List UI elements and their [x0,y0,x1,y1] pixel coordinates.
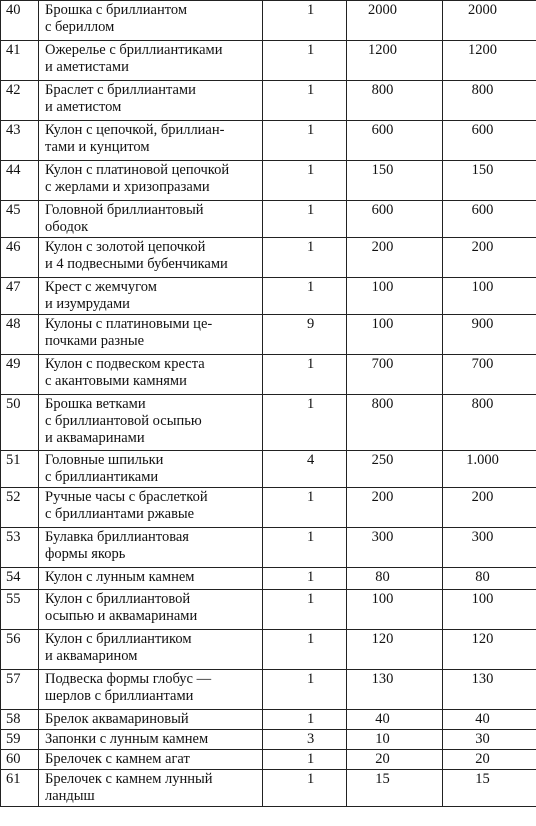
item-price: 2000 [347,1,443,41]
item-price: 250 [347,451,443,488]
item-total: 20 [443,750,536,770]
item-number: 56 [1,630,39,670]
table-row [1,278,536,315]
item-name: Брелочек с камнем агат [39,750,263,770]
item-number: 49 [1,355,39,395]
item-number: 50 [1,395,39,451]
item-total: 120 [443,630,536,670]
item-quantity: 1 [263,201,347,238]
item-total: 40 [443,710,536,730]
item-total: 80 [443,568,536,590]
item-quantity: 1 [263,750,347,770]
item-quantity: 1 [263,488,347,528]
item-total: 100 [443,590,536,630]
item-number: 53 [1,528,39,568]
item-total: 900 [443,315,536,355]
item-number: 60 [1,750,39,770]
item-price: 800 [347,81,443,121]
item-name: Подвеска формы глобус — шерлов с бриллиантами [39,670,263,710]
item-name: Браслет с бриллиантами и аметистом [39,81,263,121]
item-name: Крест с жемчугом и изумрудами [39,278,263,315]
item-name: Кулон с лунным камнем [39,568,263,590]
item-total: 1200 [443,41,536,81]
item-number: 51 [1,451,39,488]
item-price: 150 [347,161,443,201]
item-name: Кулон с подвеском креста с акантовыми камнями [39,355,263,395]
item-quantity: 1 [263,770,347,807]
item-quantity: 1 [263,238,347,278]
item-total: 130 [443,670,536,710]
item-quantity: 1 [263,630,347,670]
item-price: 100 [347,315,443,355]
item-quantity: 1 [263,355,347,395]
item-name: Кулон с бриллиантовой осыпью и аквамаринами [39,590,263,630]
item-name: Кулон с цепочкой, бриллиан- тами и кунцитом [39,121,263,161]
table-row [1,395,536,451]
item-name: Брелочек с камнем лунный ландыш [39,770,263,807]
item-price: 200 [347,488,443,528]
item-total: 30 [443,730,536,750]
table-row [1,161,536,201]
table-row [1,630,536,670]
table-row [1,710,536,730]
item-price: 10 [347,730,443,750]
item-quantity: 1 [263,1,347,41]
item-total: 200 [443,238,536,278]
table-row [1,730,536,750]
item-price: 80 [347,568,443,590]
table-row [1,750,536,770]
item-number: 46 [1,238,39,278]
item-number: 52 [1,488,39,528]
item-quantity: 1 [263,121,347,161]
item-total: 150 [443,161,536,201]
item-name: Ожерелье с бриллиантиками и аметистами [39,41,263,81]
item-price: 800 [347,395,443,451]
item-number: 54 [1,568,39,590]
item-number: 43 [1,121,39,161]
table-row [1,121,536,161]
item-name: Кулон с платиновой цепочкой с жерлами и хризопразами [39,161,263,201]
item-price: 1200 [347,41,443,81]
item-quantity: 4 [263,451,347,488]
item-total: 200 [443,488,536,528]
table-row [1,315,536,355]
item-number: 57 [1,670,39,710]
item-total: 300 [443,528,536,568]
item-price: 20 [347,750,443,770]
item-total: 1.000 [443,451,536,488]
table-row [1,201,536,238]
item-name: Запонки с лунным камнем [39,730,263,750]
item-quantity: 1 [263,81,347,121]
item-total: 600 [443,121,536,161]
item-number: 44 [1,161,39,201]
item-name: Ручные часы с браслеткой с бриллиантами ржавые [39,488,263,528]
item-quantity: 3 [263,730,347,750]
table-row [1,1,536,41]
item-number: 58 [1,710,39,730]
item-name: Брошка с бриллиантом с бериллом [39,1,263,41]
item-name: Головной бриллиантовый ободок [39,201,263,238]
table-row [1,488,536,528]
item-price: 40 [347,710,443,730]
item-number: 47 [1,278,39,315]
item-price: 15 [347,770,443,807]
item-price: 100 [347,278,443,315]
item-name: Головные шпильки с бриллиантиками [39,451,263,488]
item-number: 59 [1,730,39,750]
table-row [1,568,536,590]
item-total: 800 [443,81,536,121]
table-row [1,770,536,807]
item-price: 600 [347,201,443,238]
item-price: 300 [347,528,443,568]
table-row [1,590,536,630]
item-number: 48 [1,315,39,355]
item-price: 600 [347,121,443,161]
item-quantity: 1 [263,41,347,81]
item-price: 130 [347,670,443,710]
item-name: Кулон с золотой цепочкой и 4 подвесными бубенчиками [39,238,263,278]
item-name: Брелок аквамариновый [39,710,263,730]
item-quantity: 1 [263,670,347,710]
item-name: Брошка ветками с бриллиантовой осыпью и аквамаринами [39,395,263,451]
item-number: 61 [1,770,39,807]
table-row [1,451,536,488]
item-number: 45 [1,201,39,238]
item-name: Кулон с бриллиантиком и аквамарином [39,630,263,670]
table-row [1,528,536,568]
item-total: 800 [443,395,536,451]
item-quantity: 1 [263,278,347,315]
item-quantity: 1 [263,568,347,590]
item-price: 100 [347,590,443,630]
table-row [1,670,536,710]
table-row [1,238,536,278]
item-name: Кулоны с платиновыми це- почками разные [39,315,263,355]
item-quantity: 1 [263,528,347,568]
table-row [1,81,536,121]
item-price: 120 [347,630,443,670]
item-quantity: 1 [263,590,347,630]
item-number: 40 [1,1,39,41]
item-total: 100 [443,278,536,315]
item-price: 200 [347,238,443,278]
item-quantity: 1 [263,395,347,451]
inventory-table-body [1,1,536,807]
table-row [1,355,536,395]
item-price: 700 [347,355,443,395]
item-number: 41 [1,41,39,81]
item-number: 42 [1,81,39,121]
table-row [1,41,536,81]
item-total: 600 [443,201,536,238]
item-total: 700 [443,355,536,395]
item-quantity: 1 [263,710,347,730]
item-total: 15 [443,770,536,807]
item-quantity: 9 [263,315,347,355]
item-number: 55 [1,590,39,630]
item-total: 2000 [443,1,536,41]
item-quantity: 1 [263,161,347,201]
item-name: Булавка бриллиантовая формы якорь [39,528,263,568]
